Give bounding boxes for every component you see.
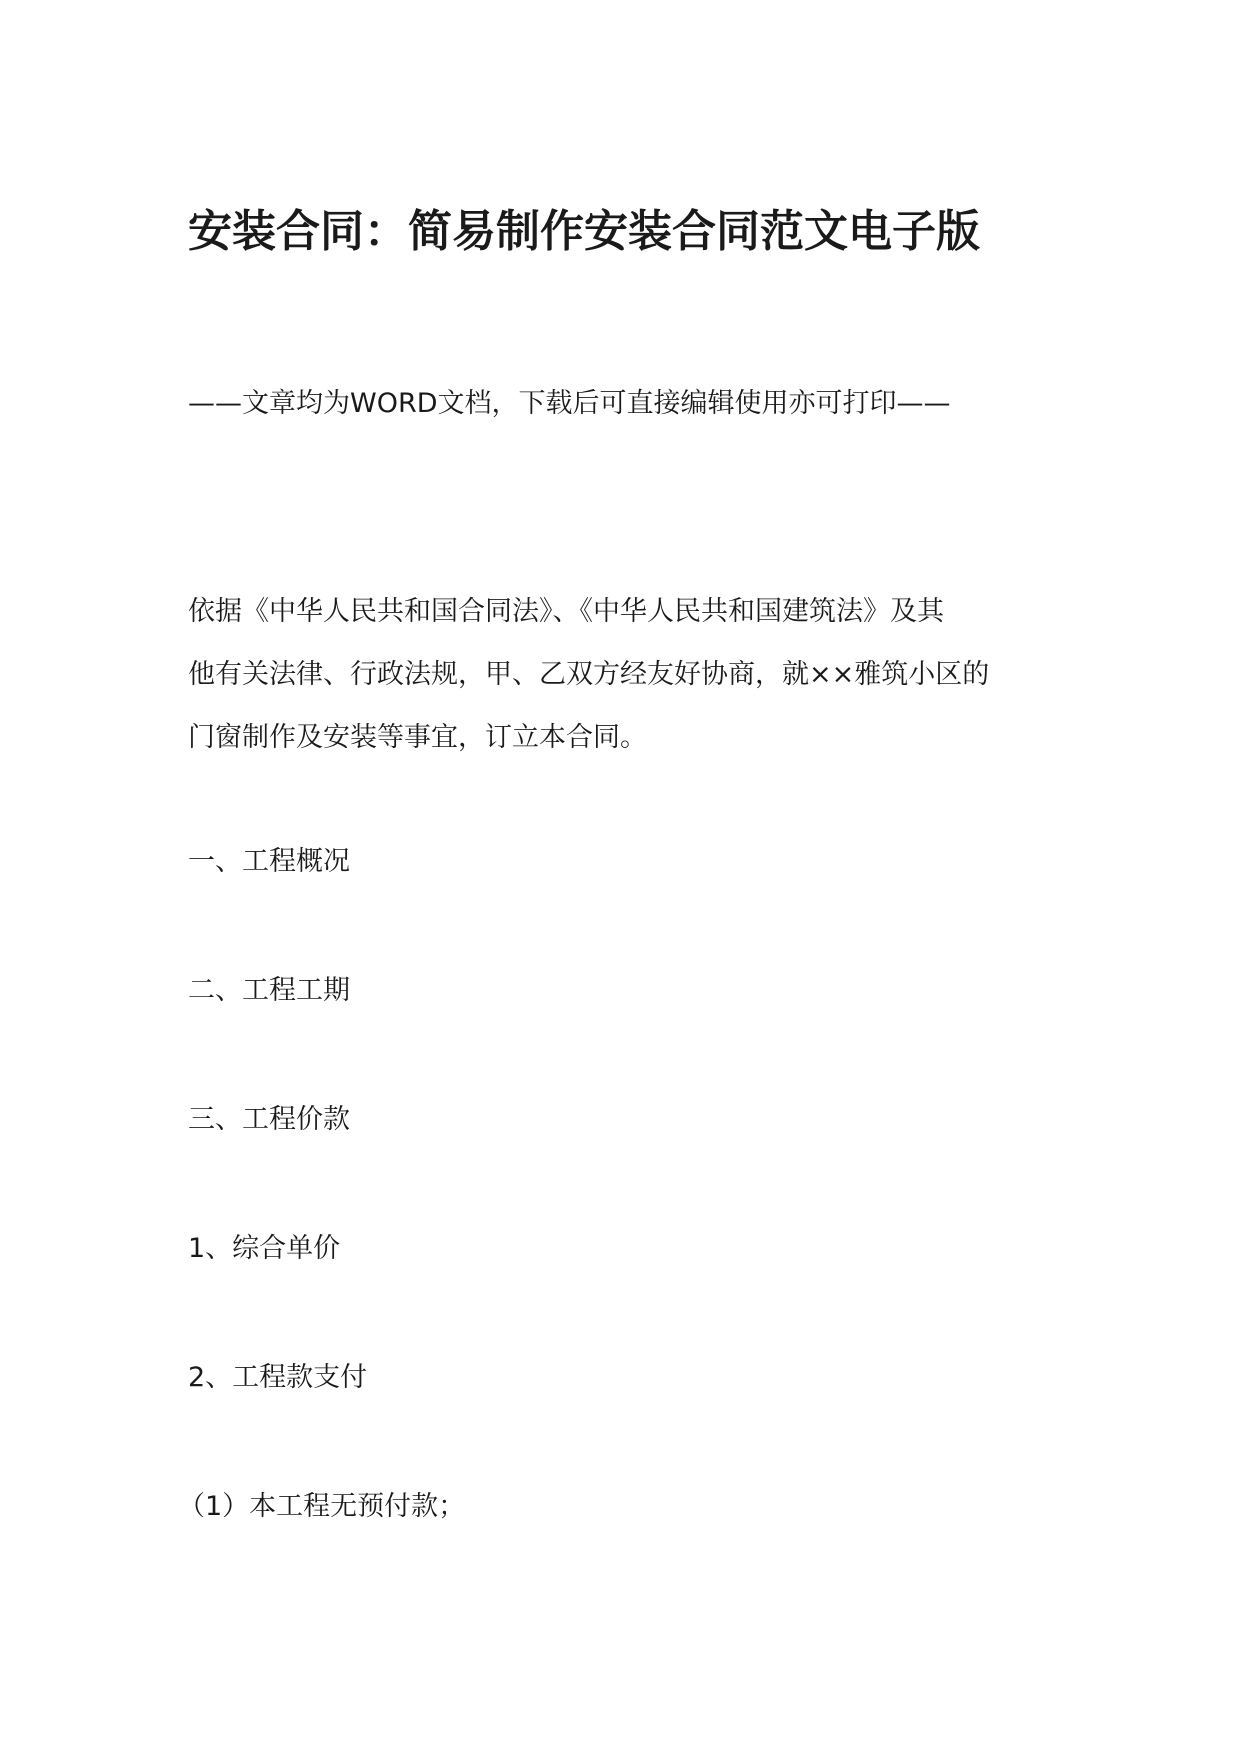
intro-line: 门窗制作及安装等事宜，订立本合同。 [188,722,647,753]
intro-paragraph [188,580,1068,769]
section-heading-project-price: 三、工程价款 [188,1104,350,1135]
payment-clause-1: （1）本工程无预付款； [178,1491,466,1522]
intro-line: 依据《中华人民共和国合同法》、《中华人民共和国建筑法》及其 [188,596,944,627]
section-heading-project-duration: 二、工程工期 [188,975,350,1006]
subsection-payment: 2、工程款支付 [188,1362,368,1393]
document-title: 安装合同：简易制作安装合同范文电子版 [188,206,980,257]
intro-line: 他有关法律、行政法规，甲、乙双方经友好协商，就××雅筑小区的 [188,659,990,690]
section-heading-project-overview: 一、工程概况 [188,846,350,877]
subsection-unit-price: 1、综合单价 [188,1233,341,1264]
document-subtitle: ——文章均为WORD文档，下载后可直接编辑使用亦可打印—— [188,388,951,419]
